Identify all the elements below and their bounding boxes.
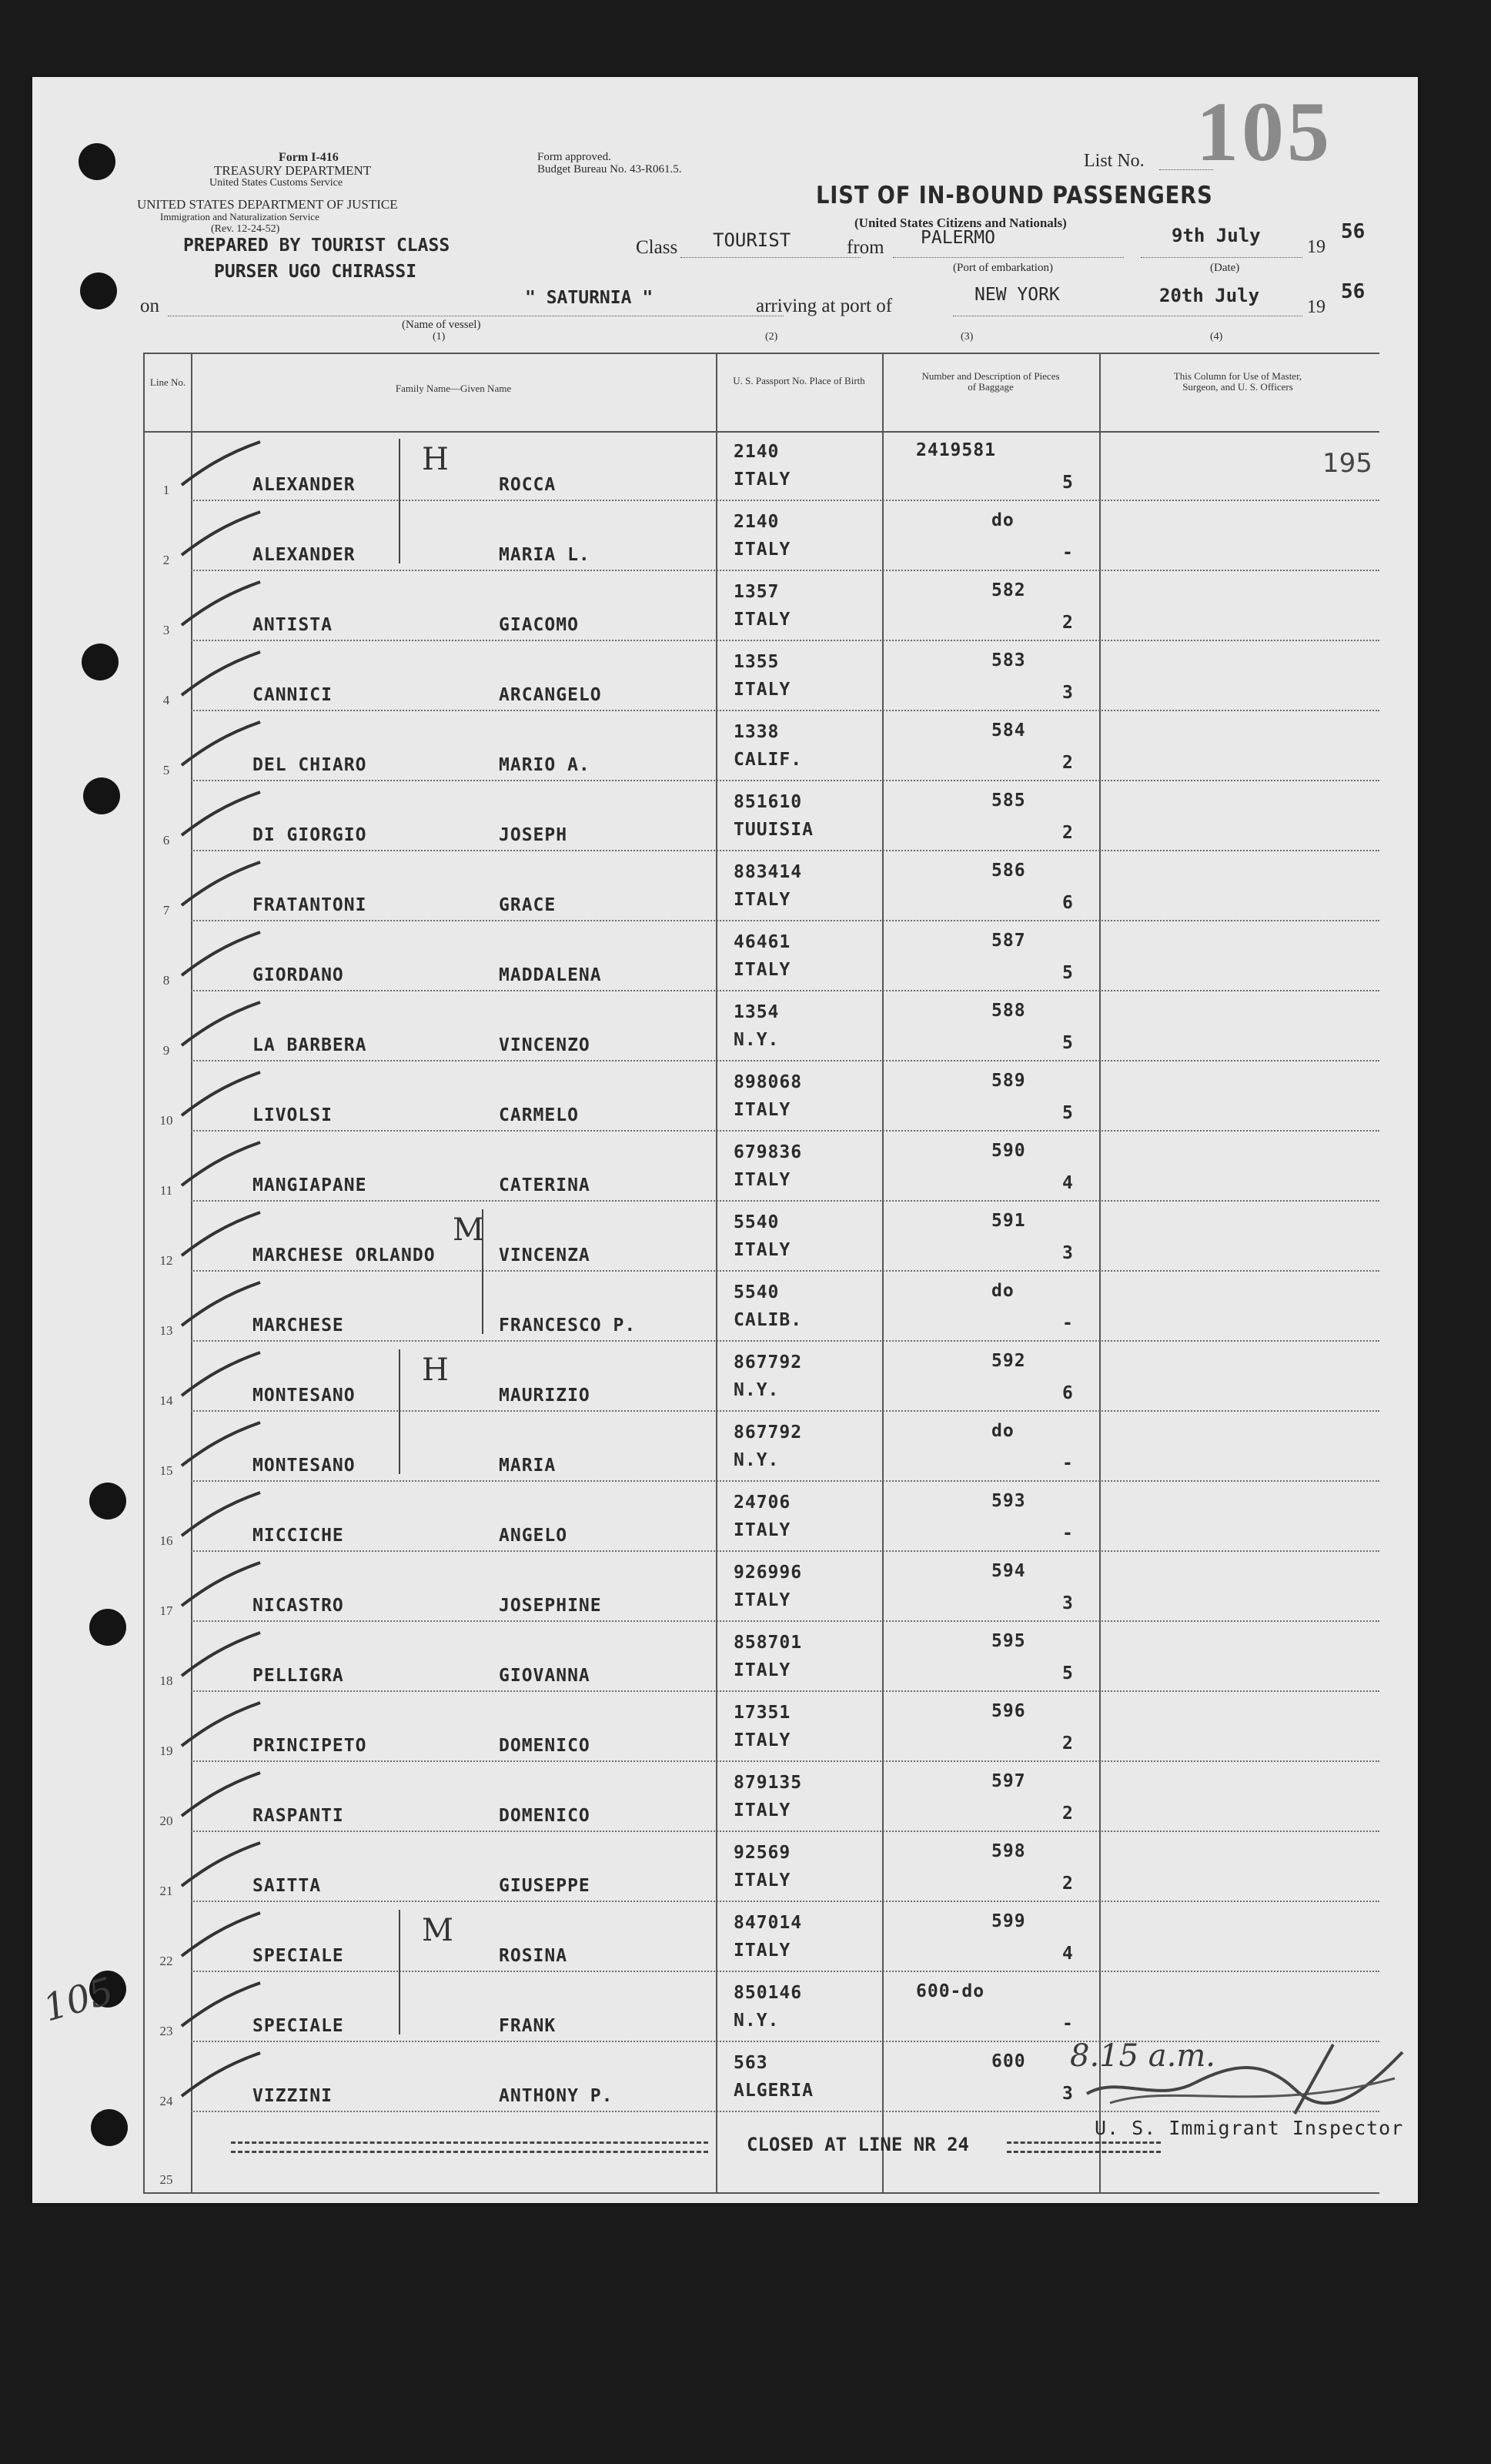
line-number: 21 [159,1884,173,1898]
given-name: ANTHONY P. [499,2086,613,2106]
table-row [145,641,1379,711]
baggage-count: 2 [1062,1874,1074,1894]
check-mark-icon [179,859,263,913]
table-row [145,921,1379,991]
side-number: 195 [1322,448,1372,479]
check-mark-icon [179,929,263,983]
given-name: FRANK [499,2016,557,2036]
handwritten-mark: M [453,1212,484,1248]
family-name: VIZZINI [252,2086,333,2106]
family-group-bracket [399,1910,400,2034]
signature-time: 8.15 a.m. [1070,2038,1215,2074]
form-approved: Form approved. [537,151,611,163]
table-row [145,1762,1379,1832]
list-number: 105 [1196,85,1332,179]
place-of-birth: ITALY [734,1100,791,1120]
line-number: 7 [162,903,170,918]
line-number: 5 [162,763,170,777]
closed-at-line: CLOSED AT LINE NR 24 [747,2134,969,2155]
place-of-birth: ITALY [734,1660,791,1680]
baggage-number: 597 [991,1771,1026,1791]
passport-number: 867792 [734,1423,803,1443]
punch-hole [83,777,120,814]
check-mark-icon [179,789,263,843]
baggage-number: do [991,510,1015,530]
header-baggage: Number and Description of Pieces of Baggage [921,370,1060,393]
passport-number: 847014 [734,1913,803,1933]
punch-hole [89,1483,126,1520]
baggage-count: 4 [1062,1944,1074,1964]
given-name: MADDALENA [499,965,602,985]
given-name: CARMELO [499,1105,579,1125]
given-name: JOSEPHINE [499,1596,602,1616]
line-number: 15 [159,1463,173,1478]
budget-bureau: Budget Bureau No. 43-R061.5. [537,163,682,176]
baggage-number: 598 [991,1841,1026,1861]
place-of-birth: ITALY [734,1240,791,1260]
given-name: ANGELO [499,1526,568,1546]
baggage-number: 600-do [916,1981,985,2001]
given-name: ROCCA [499,475,557,495]
passport-number: 563 [734,2053,768,2073]
check-mark-icon [179,1840,263,1894]
baggage-count: - [1062,1313,1074,1333]
arrival-date: 20th July [1159,285,1260,306]
given-name: GIACOMO [499,615,579,635]
family-name: SPECIALE [252,2016,344,2036]
family-name: RASPANTI [252,1806,344,1826]
date-caption: (Date) [1210,262,1240,274]
baggage-number: 600 [991,2051,1026,2071]
line-number: 20 [159,1814,173,1828]
given-name: GIOVANNA [499,1666,590,1686]
purser: PURSER UGO CHIRASSI [214,262,417,282]
check-mark-icon [179,1489,263,1543]
given-name: GIUSEPPE [499,1876,590,1896]
place-of-birth: ITALY [734,890,791,910]
baggage-count: - [1062,543,1074,563]
check-mark-icon [179,1209,263,1263]
line-number: 12 [159,1253,173,1268]
table-row [145,501,1379,571]
col-num-4: (4) [1210,331,1223,343]
on-label: on [140,296,159,316]
place-of-birth: ITALY [734,1730,791,1750]
line-number: 19 [159,1744,173,1758]
baggage-number: do [991,1281,1015,1301]
table-row [145,1412,1379,1482]
margin-note: 105 [38,1969,119,2031]
check-mark-icon [179,719,263,773]
col-num-3: (3) [961,331,974,343]
line-number: 25 [159,2172,173,2187]
arrival-port: NEW YORK [974,285,1060,305]
table-row [145,1832,1379,1902]
given-name: DOMENICO [499,1806,590,1826]
passport-number: 1354 [734,1002,780,1022]
family-name: ANTISTA [252,615,333,635]
vessel-name: " SATURNIA " [525,288,654,308]
passport-number: 679836 [734,1142,803,1162]
given-name: MARIA L. [499,545,590,565]
table-row [145,1342,1379,1412]
passenger-table [143,353,1379,2194]
table-row [145,711,1379,781]
place-of-birth: ITALY [734,540,791,560]
passport-number: 851610 [734,792,803,812]
from-label: from [847,237,884,258]
family-name: PRINCIPETO [252,1736,367,1756]
table-row [145,1202,1379,1272]
check-mark-icon [179,2050,263,2104]
header-name: Family Name—Given Name [395,383,512,394]
year-prefix: 19 [1307,237,1326,257]
ins-service: Immigration and Naturalization Service [160,211,319,222]
punch-hole [80,272,117,309]
given-name: MAURIZIO [499,1386,590,1406]
table-row [145,1622,1379,1692]
given-name: GRACE [499,895,557,915]
inspector-caption: U. S. Immigrant Inspector [1095,2117,1404,2139]
family-group-bracket [482,1209,483,1334]
class-label: Class [636,237,678,258]
family-name: MANGIAPANE [252,1175,367,1195]
vessel-caption: (Name of vessel) [402,319,481,331]
place-of-birth: CALIF. [734,750,803,770]
check-mark-icon [179,1630,263,1683]
baggage-count: 6 [1062,893,1074,913]
passport-number: 17351 [734,1703,791,1723]
punch-hole [79,143,115,180]
place-of-birth: ITALY [734,610,791,630]
table-row [145,851,1379,921]
passport-number: 850146 [734,1983,803,2003]
embark-caption: (Port of embarkation) [953,262,1053,274]
passport-number: 883414 [734,862,803,882]
table-row [145,1061,1379,1132]
check-mark-icon [179,1560,263,1613]
arrival-year: 56 [1341,280,1366,303]
col-num-1: (1) [433,331,446,343]
check-mark-icon [179,1980,263,2034]
baggage-count: 5 [1062,963,1074,983]
form-number: Form I-416 [279,151,339,164]
family-name: LIVOLSI [252,1105,333,1125]
line-number: 17 [159,1603,173,1618]
from-port: PALERMO [921,228,995,248]
line-number: 9 [162,1043,170,1058]
baggage-number: 599 [991,1911,1026,1931]
revision: (Rev. 12-24-52) [211,223,280,235]
customs-service: United States Customs Service [209,177,343,189]
document-title: LIST OF IN-BOUND PASSENGERS [816,182,1213,209]
baggage-number: 585 [991,791,1026,811]
punch-hole [89,1609,126,1646]
line-number: 11 [159,1183,173,1198]
given-name: CATERINA [499,1175,590,1195]
prepared-by: PREPARED BY TOURIST CLASS [183,236,450,256]
baggage-count: - [1062,1453,1074,1473]
check-mark-icon [179,1910,263,1964]
baggage-number: 592 [991,1351,1026,1371]
header-line-no: Line No. [149,376,186,388]
passport-number: 858701 [734,1633,803,1653]
baggage-count: 4 [1062,1173,1074,1193]
family-name: CANNICI [252,685,333,705]
line-number: 23 [159,2024,173,2038]
family-name: GIORDANO [252,965,344,985]
baggage-count: 2 [1062,1733,1074,1754]
family-name: LA BARBERA [252,1035,367,1055]
table-row [145,1272,1379,1342]
line-number: 6 [162,833,170,848]
line-number: 4 [162,693,170,707]
place-of-birth: CALIB. [734,1310,803,1330]
family-name: FRATANTONI [252,895,367,915]
place-of-birth: ITALY [734,1871,791,1891]
passport-number: 5540 [734,1282,780,1302]
table-row [145,1902,1379,1972]
line-number: 3 [162,623,170,637]
baggage-count: 5 [1062,1033,1074,1053]
baggage-number: 589 [991,1071,1026,1091]
baggage-number: 596 [991,1701,1026,1721]
line-number: 22 [159,1954,173,1968]
passport-number: 926996 [734,1563,803,1583]
place-of-birth: N.Y. [734,2011,780,2031]
handwritten-mark: M [422,1913,453,1948]
passport-number: 92569 [734,1843,791,1863]
line-number: 18 [159,1673,173,1688]
table-row [145,781,1379,851]
treasury-dept: TREASURY DEPARTMENT [214,163,372,178]
justice-dept: UNITED STATES DEPARTMENT OF JUSTICE [137,197,398,212]
family-name: SAITTA [252,1876,322,1896]
family-name: PELLIGRA [252,1666,344,1686]
place-of-birth: ITALY [734,1590,791,1610]
family-name: ALEXANDER [252,475,356,495]
family-name: DI GIORGIO [252,825,367,845]
line-number: 8 [162,973,170,988]
passport-number: 898068 [734,1072,803,1092]
header-passport: U. S. Passport No. Place of Birth [733,375,865,386]
baggage-count: - [1062,1523,1074,1543]
baggage-count: 5 [1062,1663,1074,1683]
place-of-birth: ITALY [734,1520,791,1540]
check-mark-icon [179,649,263,703]
place-of-birth: ITALY [734,470,791,490]
baggage-number: 2419581 [916,440,996,460]
check-mark-icon [179,1419,263,1473]
passport-number: 2140 [734,512,780,532]
table-row [145,431,1379,501]
baggage-count: 2 [1062,613,1074,633]
baggage-number: 590 [991,1141,1026,1161]
table-row [145,1482,1379,1552]
table-row [145,991,1379,1061]
given-name: VINCENZA [499,1245,590,1265]
place-of-birth: ALGERIA [734,2081,814,2101]
baggage-count: 2 [1062,1804,1074,1824]
baggage-number: 595 [991,1631,1026,1651]
family-name: MARCHESE ORLANDO [252,1245,436,1265]
table-row [145,571,1379,641]
place-of-birth: ITALY [734,680,791,700]
family-name: MICCICHE [252,1526,344,1546]
departure-year: 56 [1341,220,1366,243]
check-mark-icon [179,999,263,1053]
place-of-birth: N.Y. [734,1380,780,1400]
baggage-count: 3 [1062,683,1074,703]
year-prefix-2: 19 [1307,297,1326,317]
check-mark-icon [179,1770,263,1824]
place-of-birth: ITALY [734,960,791,980]
baggage-count: 5 [1062,1103,1074,1123]
place-of-birth: ITALY [734,1170,791,1190]
header-officers: This Column for Use of Master, Surgeon, and U. S. Officers [1173,370,1302,393]
family-name: DEL CHIARO [252,755,367,775]
arriving-label: arriving at port of [756,296,893,316]
baggage-count: 3 [1062,2084,1074,2104]
passport-number: 1338 [734,722,780,742]
check-mark-icon [179,1349,263,1403]
place-of-birth: N.Y. [734,1030,780,1050]
check-mark-icon [179,1279,263,1333]
table-row [145,1692,1379,1762]
check-mark-icon [179,1069,263,1123]
manifest-page [32,77,1418,2203]
document-subtitle: (United States Citizens and Nationals) [854,216,1067,230]
baggage-count: 6 [1062,1383,1074,1403]
line-number: 16 [159,1533,173,1548]
place-of-birth: N.Y. [734,1450,780,1470]
given-name: FRANCESCO P. [499,1316,637,1336]
baggage-number: 583 [991,650,1026,670]
family-group-bracket [399,439,400,563]
baggage-count: 2 [1062,823,1074,843]
family-name: ALEXANDER [252,545,356,565]
given-name: MARIA [499,1456,557,1476]
passport-number: 1357 [734,582,780,602]
baggage-number: 588 [991,1001,1026,1021]
baggage-number: 584 [991,720,1026,741]
check-mark-icon [179,439,263,493]
family-name: MONTESANO [252,1386,356,1406]
baggage-number: 587 [991,931,1026,951]
table-row [145,1552,1379,1622]
list-no-label: List No. [1084,151,1145,171]
line-number: 24 [159,2094,173,2108]
check-mark-icon [179,1139,263,1193]
family-name: NICASTRO [252,1596,344,1616]
check-mark-icon [179,1700,263,1754]
col-num-2: (2) [765,331,778,343]
baggage-count: 3 [1062,1593,1074,1613]
family-name: SPECIALE [252,1946,344,1966]
passport-number: 5540 [734,1212,780,1232]
baggage-number: 594 [991,1561,1026,1581]
line-number: 2 [162,553,170,567]
handwritten-mark: H [422,442,449,477]
baggage-number: do [991,1421,1015,1441]
passport-number: 867792 [734,1352,803,1372]
family-group-bracket [399,1349,400,1474]
family-name: MONTESANO [252,1456,356,1476]
place-of-birth: TUUISIA [734,820,814,840]
place-of-birth: ITALY [734,1941,791,1961]
baggage-count: 3 [1062,1243,1074,1263]
line-number: 13 [159,1323,173,1338]
passport-number: 1355 [734,652,780,672]
given-name: VINCENZO [499,1035,590,1055]
check-mark-icon [179,579,263,633]
baggage-count: 5 [1062,473,1074,493]
passport-number: 46461 [734,932,791,952]
family-name: MARCHESE [252,1316,344,1336]
passport-number: 879135 [734,1773,803,1793]
passport-number: 2140 [734,442,780,462]
punch-hole [82,644,119,680]
class-value: TOURIST [713,229,791,251]
departure-date: 9th July [1172,225,1261,246]
baggage-count: - [1062,2014,1074,2034]
punch-hole [91,2109,128,2146]
given-name: ARCANGELO [499,685,602,705]
table-row [145,1132,1379,1202]
given-name: ROSINA [499,1946,568,1966]
passport-number: 24706 [734,1493,791,1513]
baggage-number: 582 [991,580,1026,600]
given-name: DOMENICO [499,1736,590,1756]
given-name: JOSEPH [499,825,568,845]
place-of-birth: ITALY [734,1800,791,1820]
line-number: 14 [159,1393,173,1408]
handwritten-mark: H [422,1352,449,1388]
baggage-number: 591 [991,1211,1026,1231]
baggage-number: 593 [991,1491,1026,1511]
given-name: MARIO A. [499,755,590,775]
baggage-number: 586 [991,861,1026,881]
check-mark-icon [179,509,263,563]
baggage-count: 2 [1062,753,1074,773]
line-number: 10 [159,1113,173,1128]
line-number: 1 [162,483,170,497]
